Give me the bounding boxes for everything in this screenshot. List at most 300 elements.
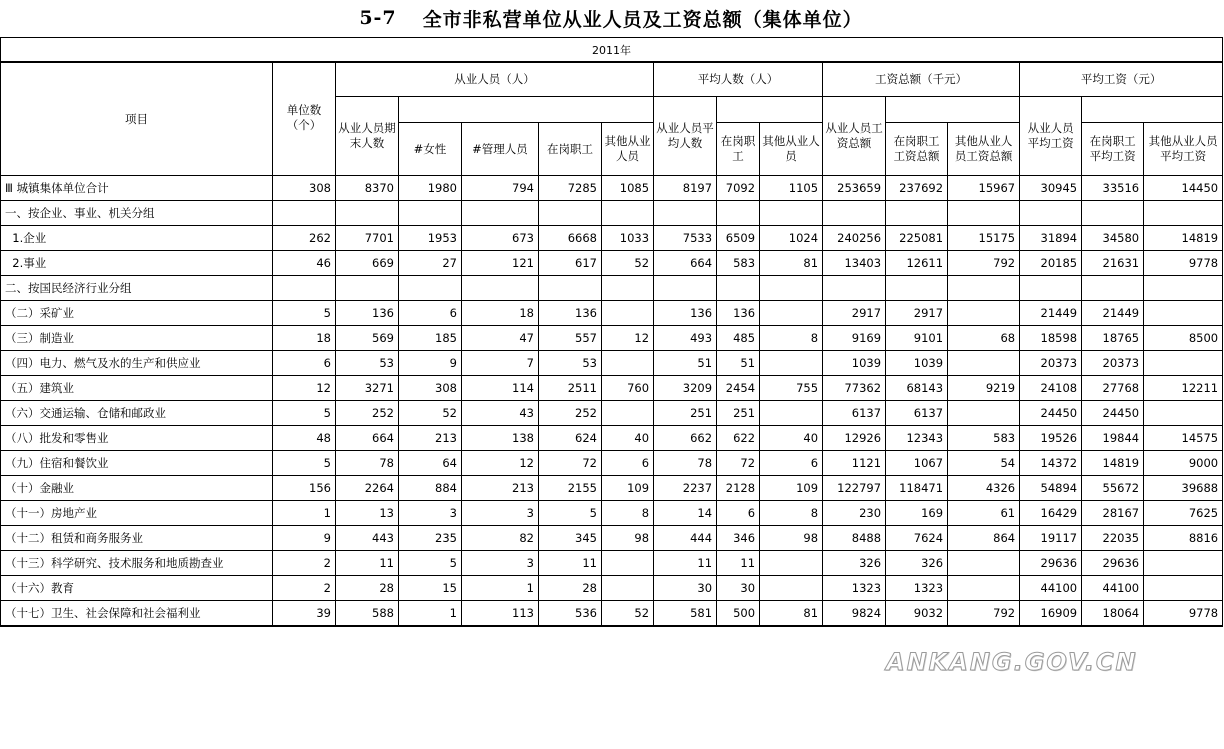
table-cell: 583 [717,251,760,276]
header-group-avg-wage: 平均工资（元） [1020,62,1223,97]
table-cell: 308 [399,376,462,401]
row-label: （十一）房地产业 [1,501,273,526]
table-cell: 6 [273,351,336,376]
table-cell: 121 [462,251,539,276]
table-number: 5-7 [359,7,397,29]
table-cell: 27768 [1082,376,1144,401]
table-cell: 19844 [1082,426,1144,451]
table-cell [1082,276,1144,301]
table-cell [1020,201,1082,226]
table-cell [823,276,886,301]
watermark: ANKANG.GOV.CN [886,648,1138,676]
table-cell: 1039 [886,351,948,376]
table-cell: 251 [654,401,717,426]
table-cell [717,201,760,226]
table-cell: 21631 [1082,251,1144,276]
table-cell [654,201,717,226]
table-cell: 5 [539,501,602,526]
table-cell: 8 [602,501,654,526]
table-cell: 68143 [886,376,948,401]
table-cell: 617 [539,251,602,276]
table-cell [1144,351,1223,376]
row-label: 二、按国民经济行业分组 [1,276,273,301]
table-cell: 53 [539,351,602,376]
table-cell: 7533 [654,226,717,251]
table-cell: 11 [539,551,602,576]
table-cell: 54894 [1020,476,1082,501]
table-cell: 9824 [823,601,886,627]
table-cell: 40 [760,426,823,451]
table-cell: 34580 [1082,226,1144,251]
table-cell: 53 [336,351,399,376]
table-row [1,601,1223,627]
table-cell [760,576,823,601]
table-cell: 6 [760,451,823,476]
header-item: 项目 [1,62,273,176]
table-cell: 1 [399,601,462,627]
row-label: （十）金融业 [1,476,273,501]
table-body [1,176,1223,627]
table-cell [886,201,948,226]
table-cell: 52 [399,401,462,426]
table-cell: 3209 [654,376,717,401]
table-cell: 19117 [1020,526,1082,551]
table-cell: 2155 [539,476,602,501]
table-cell: 2917 [886,301,948,326]
table-cell: 52 [602,601,654,627]
table-row [1,476,1223,501]
table-cell [1144,201,1223,226]
table-cell: 21449 [1082,301,1144,326]
table-cell: 557 [539,326,602,351]
row-label: （九）住宿和餐饮业 [1,451,273,476]
header-spacer [886,97,1020,123]
table-cell [760,551,823,576]
table-cell: 3 [462,501,539,526]
table-cell: 485 [717,326,760,351]
table-cell: 884 [399,476,462,501]
table-cell: 7625 [1144,501,1223,526]
table-cell [399,201,462,226]
table-cell: 792 [948,601,1020,627]
table-cell: 21449 [1020,301,1082,326]
table-cell [602,401,654,426]
table-cell: 24450 [1082,401,1144,426]
table-cell: 14372 [1020,451,1082,476]
table-row [1,201,1223,226]
table-cell: 24108 [1020,376,1082,401]
table-cell [1144,276,1223,301]
table-cell: 81 [760,251,823,276]
table-cell [886,276,948,301]
table-cell: 109 [602,476,654,501]
table-cell: 29636 [1082,551,1144,576]
table-cell: 14575 [1144,426,1223,451]
table-cell: 169 [886,501,948,526]
table-cell: 12 [602,326,654,351]
table-cell: 9219 [948,376,1020,401]
table-cell: 39688 [1144,476,1223,501]
table-row [1,401,1223,426]
table-cell: 3 [462,551,539,576]
table-title [0,0,1222,36]
table-cell [948,301,1020,326]
row-label: （十二）租赁和商务服务业 [1,526,273,551]
table-cell: 11 [717,551,760,576]
table-cell: 230 [823,501,886,526]
table-cell: 235 [399,526,462,551]
table-cell: 8500 [1144,326,1223,351]
table-cell: 14450 [1144,176,1223,201]
table-cell: 14 [654,501,717,526]
table-row [1,301,1223,326]
table-cell: 581 [654,601,717,627]
table-cell: 18 [462,301,539,326]
header-col-2: #女性 [399,123,462,176]
table-cell: 1121 [823,451,886,476]
table-cell: 33516 [1082,176,1144,201]
table-cell: 136 [654,301,717,326]
table-cell: 1039 [823,351,886,376]
table-cell: 536 [539,601,602,627]
table-cell: 31894 [1020,226,1082,251]
header-spacer [1082,97,1223,123]
table-cell: 12 [273,376,336,401]
row-label: （十七）卫生、社会保障和社会福利业 [1,601,273,627]
header-col-10: 在岗职工工资总额 [886,123,948,176]
table-cell: 30 [654,576,717,601]
table-cell: 13 [336,501,399,526]
table-cell: 98 [760,526,823,551]
table-cell: 28167 [1082,501,1144,526]
table-cell: 109 [760,476,823,501]
table-cell: 122797 [823,476,886,501]
table-cell: 19526 [1020,426,1082,451]
table-cell [336,201,399,226]
table-cell: 11 [654,551,717,576]
table-cell: 138 [462,426,539,451]
table-cell: 673 [462,226,539,251]
header-col-7: 在岗职工 [717,123,760,176]
header-col-14: 其他从业人员平均工资 [1144,123,1223,176]
table-cell: 20185 [1020,251,1082,276]
table-cell: 15175 [948,226,1020,251]
table-cell: 444 [654,526,717,551]
table-cell: 6137 [823,401,886,426]
table-cell: 262 [273,226,336,251]
table-cell: 2264 [336,476,399,501]
table-cell: 156 [273,476,336,501]
header-col-8: 其他从业人员 [760,123,823,176]
table-cell: 44100 [1020,576,1082,601]
table-cell: 624 [539,426,602,451]
table-cell: 9778 [1144,601,1223,627]
table-cell: 7092 [717,176,760,201]
table-cell [336,276,399,301]
table-cell: 15 [399,576,462,601]
table-row [1,551,1223,576]
table-cell: 346 [717,526,760,551]
table-cell [602,351,654,376]
table-cell: 8 [760,501,823,526]
table-row [1,451,1223,476]
table-cell: 39 [273,601,336,627]
table-cell [539,201,602,226]
table-cell: 253659 [823,176,886,201]
table-cell: 11 [336,551,399,576]
table-cell: 2237 [654,476,717,501]
table-cell: 20373 [1020,351,1082,376]
table-cell: 345 [539,526,602,551]
table-cell [462,201,539,226]
table-cell: 5 [273,401,336,426]
table-cell: 2 [273,576,336,601]
table-cell: 30945 [1020,176,1082,201]
table-cell: 13403 [823,251,886,276]
table-cell: 43 [462,401,539,426]
table-cell: 1085 [602,176,654,201]
table-cell: 55672 [1082,476,1144,501]
table-cell: 54 [948,451,1020,476]
table-cell: 443 [336,526,399,551]
table-cell: 2128 [717,476,760,501]
table-cell: 72 [539,451,602,476]
table-cell [1082,201,1144,226]
table-cell [539,276,602,301]
table-row [1,501,1223,526]
row-label: （八）批发和零售业 [1,426,273,451]
table-cell: 588 [336,601,399,627]
table-cell: 252 [336,401,399,426]
table-cell: 16429 [1020,501,1082,526]
table-cell: 1980 [399,176,462,201]
header-col-12: 从业人员平均工资 [1020,97,1082,176]
table-cell [948,576,1020,601]
table-cell: 46 [273,251,336,276]
table-cell: 240256 [823,226,886,251]
table-cell [760,301,823,326]
table-cell: 664 [336,426,399,451]
table-cell: 237692 [886,176,948,201]
table-cell: 9000 [1144,451,1223,476]
data-table [0,61,1223,627]
table-cell: 14819 [1144,226,1223,251]
table-cell: 48 [273,426,336,451]
table-cell: 51 [654,351,717,376]
table-cell [602,576,654,601]
table-row [1,251,1223,276]
table-cell: 82 [462,526,539,551]
table-cell: 8488 [823,526,886,551]
table-cell [602,301,654,326]
row-label: 一、按企业、事业、机关分组 [1,201,273,226]
table-cell: 2917 [823,301,886,326]
table-cell: 118471 [886,476,948,501]
table-cell: 8 [760,326,823,351]
table-cell: 755 [760,376,823,401]
table-cell [1020,276,1082,301]
table-cell: 12211 [1144,376,1223,401]
table-cell: 61 [948,501,1020,526]
table-cell: 252 [539,401,602,426]
table-cell: 12926 [823,426,886,451]
table-cell: 98 [602,526,654,551]
table-title-text: 全市非私营单位从业人员及工资总额（集体单位） [422,8,863,31]
header-col-9: 从业人员工资总额 [823,97,886,176]
table-cell: 6668 [539,226,602,251]
table-row [1,226,1223,251]
table-cell [602,551,654,576]
header-units: 单位数（个） [273,62,336,176]
table-cell: 9 [399,351,462,376]
table-cell: 7 [462,351,539,376]
table-cell: 9169 [823,326,886,351]
table-row [1,351,1223,376]
table-cell: 51 [717,351,760,376]
table-cell [948,401,1020,426]
table-cell: 136 [539,301,602,326]
table-cell: 5 [273,451,336,476]
table-cell [462,276,539,301]
table-cell: 44100 [1082,576,1144,601]
table-cell: 14819 [1082,451,1144,476]
table-row [1,326,1223,351]
row-label: （三）制造业 [1,326,273,351]
header-col-13: 在岗职工平均工资 [1082,123,1144,176]
table-cell [760,201,823,226]
table-cell [948,276,1020,301]
table-row [1,526,1223,551]
table-cell: 6137 [886,401,948,426]
table-cell: 6 [602,451,654,476]
row-label: （四）电力、燃气及水的生产和供应业 [1,351,273,376]
table-cell: 29636 [1020,551,1082,576]
table-cell: 5 [273,301,336,326]
table-cell: 664 [654,251,717,276]
row-label: （二）采矿业 [1,301,273,326]
table-row [1,176,1223,201]
table-cell: 136 [336,301,399,326]
table-cell: 4326 [948,476,1020,501]
header-col-1: 从业人员期末人数 [336,97,399,176]
table-cell: 16909 [1020,601,1082,627]
table-cell: 18598 [1020,326,1082,351]
row-label: 1.企业 [1,226,273,251]
table-cell: 9 [273,526,336,551]
table-cell: 6509 [717,226,760,251]
table-cell: 12 [462,451,539,476]
table-cell: 113 [462,601,539,627]
header-col-5: 其他从业人员 [602,123,654,176]
table-cell: 5 [399,551,462,576]
header-group-wage-total: 工资总额（千元） [823,62,1020,97]
table-cell: 114 [462,376,539,401]
table-cell: 500 [717,601,760,627]
table-cell: 22035 [1082,526,1144,551]
table-cell: 7701 [336,226,399,251]
table-cell: 72 [717,451,760,476]
table-cell: 40 [602,426,654,451]
table-cell: 3271 [336,376,399,401]
table-cell: 2 [273,551,336,576]
table-cell: 8370 [336,176,399,201]
row-label: （五）建筑业 [1,376,273,401]
table-row [1,376,1223,401]
table-cell [823,201,886,226]
table-cell: 1 [462,576,539,601]
table-cell: 1323 [886,576,948,601]
table-cell: 78 [336,451,399,476]
header-col-4: 在岗职工 [539,123,602,176]
table-cell: 1 [273,501,336,526]
table-cell: 136 [717,301,760,326]
table-cell: 326 [823,551,886,576]
table-cell: 662 [654,426,717,451]
table-cell: 27 [399,251,462,276]
table-cell: 225081 [886,226,948,251]
table-cell [1144,301,1223,326]
table-cell: 18064 [1082,601,1144,627]
table-cell: 9101 [886,326,948,351]
table-cell: 12343 [886,426,948,451]
table-row [1,276,1223,301]
table-cell: 1024 [760,226,823,251]
table-cell: 669 [336,251,399,276]
header-col-11: 其他从业人员工资总额 [948,123,1020,176]
table-cell [948,351,1020,376]
table-cell [273,276,336,301]
table-cell: 28 [336,576,399,601]
table-cell [399,276,462,301]
table-cell: 308 [273,176,336,201]
table-cell: 47 [462,326,539,351]
table-cell: 1953 [399,226,462,251]
table-cell: 15967 [948,176,1020,201]
table-cell: 77362 [823,376,886,401]
table-cell: 52 [602,251,654,276]
table-cell: 2454 [717,376,760,401]
table-cell: 794 [462,176,539,201]
table-cell: 81 [760,601,823,627]
table-row [1,576,1223,601]
table-cell: 6 [399,301,462,326]
table-cell [948,201,1020,226]
table-cell: 8197 [654,176,717,201]
table-cell [273,201,336,226]
row-label: 2.事业 [1,251,273,276]
table-cell: 583 [948,426,1020,451]
header-spacer [399,97,654,123]
table-cell: 493 [654,326,717,351]
table-cell: 9778 [1144,251,1223,276]
table-cell: 9032 [886,601,948,627]
table-cell: 20373 [1082,351,1144,376]
table-cell: 7624 [886,526,948,551]
year-label: 2011年 [0,37,1223,62]
table-cell: 12611 [886,251,948,276]
table-cell: 760 [602,376,654,401]
table-cell: 864 [948,526,1020,551]
table-cell [717,276,760,301]
table-cell: 68 [948,326,1020,351]
table-cell: 213 [399,426,462,451]
row-label: （十三）科学研究、技术服务和地质勘查业 [1,551,273,576]
header-spacer [717,97,823,123]
table-cell: 326 [886,551,948,576]
table-cell [602,276,654,301]
row-label: （六）交通运输、仓储和邮政业 [1,401,273,426]
table-cell [760,276,823,301]
